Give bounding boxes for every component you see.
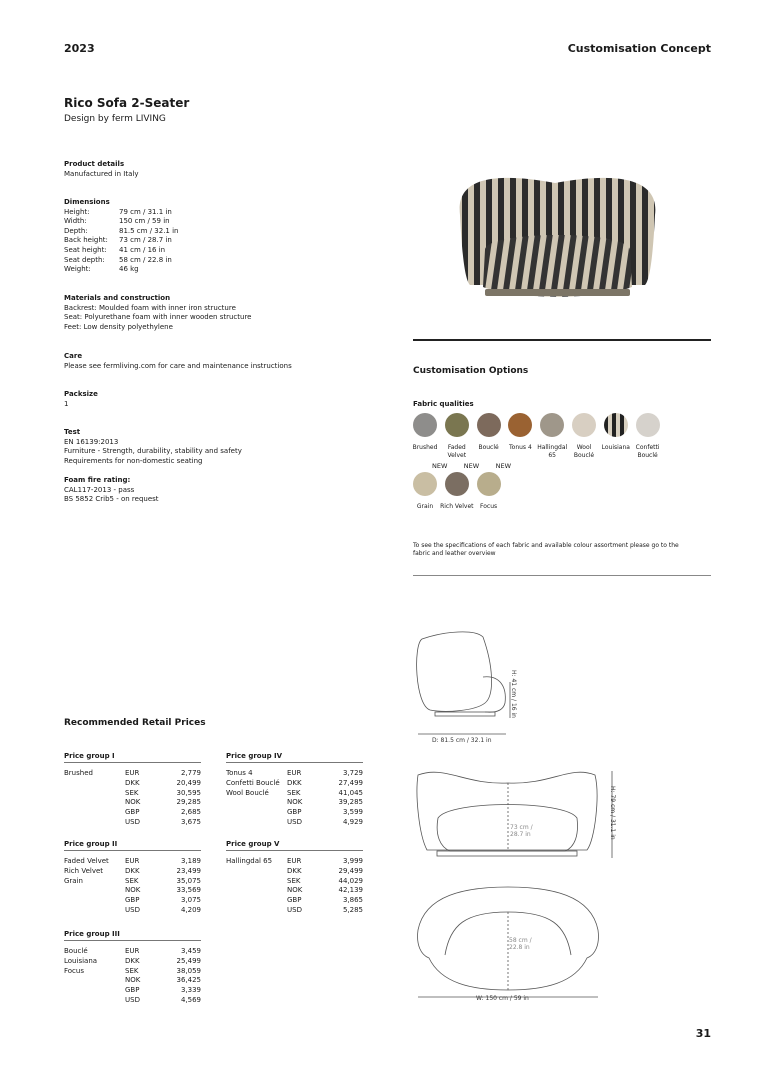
price-group	[64, 840, 201, 916]
dimension-value: 81.5 cm / 32.1 in	[119, 226, 179, 235]
fire-line: CAL117-2013 - pass	[64, 485, 135, 494]
side-view-back	[417, 632, 492, 711]
price: 4,569	[180, 995, 201, 1004]
price-row	[64, 957, 201, 967]
price-row	[226, 896, 363, 906]
test-line: Furniture - Strength, durability, stability and safety	[64, 447, 242, 456]
material-line: Seat: Polyurethane foam with inner wooden structure	[64, 313, 252, 322]
fabric-name	[64, 976, 125, 986]
price-row	[226, 818, 363, 828]
price: 3,459	[180, 947, 201, 955]
page-number: 31	[695, 1027, 711, 1040]
price-group	[226, 752, 363, 828]
currency: EUR	[125, 857, 140, 865]
price-row	[226, 798, 363, 808]
material-line: Feet: Low density polyethylene	[64, 322, 173, 331]
height-label: H: 79 cm / 31.1 in	[609, 786, 616, 840]
price: 3,865	[342, 896, 363, 905]
label: Foam fire rating:	[64, 476, 131, 484]
test-line: Requirements for non-domestic seating	[64, 456, 203, 465]
designer: Design by ferm LIVING	[64, 114, 166, 124]
new-badge: NEW	[463, 462, 480, 470]
dimension-key: Height:	[64, 207, 90, 216]
price: 3,999	[342, 857, 363, 865]
price: 20,499	[176, 778, 201, 787]
currency: USD	[125, 817, 140, 826]
fabric-name: Confetti Bouclé	[635, 444, 660, 459]
dimension-key: Seat depth:	[64, 255, 105, 264]
price-row	[64, 769, 201, 779]
fabric-name: Louisiana	[601, 444, 630, 451]
dimension-row	[64, 246, 364, 256]
fabric-name: Hallingdal 65	[226, 857, 273, 865]
price-row	[64, 886, 201, 896]
currency: NOK	[125, 886, 141, 895]
dimension-value: 73 cm / 28.7 in	[119, 236, 172, 245]
currency: DKK	[287, 866, 302, 875]
price: 3,075	[180, 896, 201, 905]
label: Dimensions	[64, 198, 110, 206]
depth-label: D: 81.5 cm / 32.1 in	[432, 737, 492, 744]
fabric-name: Grain	[64, 876, 83, 885]
fabric-name	[226, 808, 287, 818]
currency: EUR	[125, 769, 140, 777]
dimension-value: 79 cm / 31.1 in	[119, 207, 172, 216]
price: 5,285	[342, 905, 363, 914]
price: 33,569	[176, 886, 201, 895]
fire-rating	[64, 476, 364, 505]
currency: NOK	[125, 798, 141, 807]
fire-line: BS 5852 Crib5 - on request	[64, 495, 159, 504]
currency: EUR	[287, 857, 302, 865]
dimension-row	[64, 236, 364, 246]
currency: GBP	[287, 808, 302, 817]
price-row	[64, 947, 201, 957]
fabric-swatch[interactable]	[508, 413, 532, 437]
price: 42,139	[338, 886, 363, 895]
care	[64, 352, 364, 371]
price-row	[64, 976, 201, 986]
price-row	[64, 857, 201, 867]
fabric-swatch[interactable]	[477, 413, 501, 437]
currency: USD	[125, 995, 140, 1004]
divider	[413, 575, 711, 576]
currency: GBP	[125, 986, 140, 995]
fabric-swatch[interactable]	[636, 413, 660, 437]
currency: GBP	[125, 896, 140, 905]
sofa-technical-drawings	[405, 625, 635, 1010]
currency: DKK	[287, 778, 302, 787]
price-group-title: Price group III	[64, 930, 201, 941]
fabric-name	[226, 798, 287, 808]
price-group	[64, 930, 201, 1006]
dimension-row	[64, 227, 364, 237]
price: 38,059	[176, 966, 201, 975]
price: 29,285	[176, 798, 201, 807]
text: Please see fermliving.com for care and maintenance instructions	[64, 361, 292, 370]
price-row	[64, 779, 201, 789]
currency: SEK	[125, 788, 139, 797]
fabric-name: Bouclé	[64, 947, 88, 955]
price-group-title: Price group V	[226, 840, 363, 851]
fabric-name: Brushed	[64, 769, 93, 777]
price-row	[226, 867, 363, 877]
price: 29,499	[338, 866, 363, 875]
currency: DKK	[125, 866, 140, 875]
fabric-name	[226, 896, 287, 906]
price-group-title: Price group II	[64, 840, 201, 851]
currency: USD	[125, 905, 140, 914]
year: 2023	[64, 42, 95, 55]
price-row	[64, 808, 201, 818]
price: 35,075	[176, 876, 201, 885]
customisation-title: Customisation Options	[413, 366, 529, 376]
fabric-swatch[interactable]	[572, 413, 596, 437]
fabric-name: Wool Bouclé	[573, 444, 595, 459]
price-row	[64, 896, 201, 906]
dimensions	[64, 198, 364, 275]
fabric-name: Hallingdal 65	[537, 444, 568, 459]
label: Product details	[64, 160, 125, 168]
fabric-name: Confetti Bouclé	[226, 778, 280, 787]
fabric-name: Louisiana	[64, 956, 98, 965]
fabric-name	[226, 886, 287, 896]
materials	[64, 294, 364, 332]
fabric-name	[226, 818, 287, 828]
fabric-swatch[interactable]	[540, 413, 564, 437]
fabric-name	[64, 818, 125, 828]
fabric-name: Tonus 4	[226, 769, 253, 777]
price-row	[226, 808, 363, 818]
price-row	[64, 906, 201, 916]
text: Manufactured in Italy	[64, 169, 139, 178]
price-row	[226, 779, 363, 789]
width-label: W: 150 cm / 59 in	[476, 995, 529, 1002]
fabric-name	[64, 886, 125, 896]
fabric-swatch[interactable]	[445, 413, 469, 437]
currency: NOK	[125, 976, 141, 985]
fabric-name	[64, 798, 125, 808]
fabric-name: Faded Velvet	[64, 857, 109, 865]
price: 3,189	[180, 857, 201, 865]
dimension-key: Back height:	[64, 236, 108, 245]
dimension-key: Depth:	[64, 226, 88, 235]
price: 23,499	[176, 866, 201, 875]
fabric-name	[226, 877, 287, 887]
fabric-name: Wool Bouclé	[226, 788, 269, 797]
top-view	[418, 887, 599, 990]
dimension-row	[64, 265, 364, 275]
divider	[413, 339, 711, 341]
fabric-name	[64, 906, 125, 916]
fabric-name: Focus	[64, 966, 84, 975]
dimension-value: 58 cm / 22.8 in	[119, 255, 172, 264]
price: 27,499	[338, 778, 363, 787]
dimension-row	[64, 217, 364, 227]
price-row	[64, 818, 201, 828]
seat-depth-label: 58 cm / 22.8 in	[509, 937, 532, 951]
material-line: Backrest: Moulded foam with inner iron structure	[64, 303, 236, 312]
price-row	[226, 857, 363, 867]
price: 3,675	[180, 817, 201, 826]
fabric-swatch[interactable]	[413, 472, 437, 496]
price: 4,929	[342, 817, 363, 826]
fabric-qualities-title: Fabric qualities	[413, 400, 474, 408]
dimension-key: Seat height:	[64, 245, 107, 254]
price-group-title: Price group IV	[226, 752, 363, 763]
dimension-row	[64, 208, 364, 218]
front-view	[417, 772, 597, 850]
fabric-swatch[interactable]	[413, 413, 437, 437]
dimension-value: 41 cm / 16 in	[119, 245, 166, 254]
price-row	[226, 877, 363, 887]
fabric-name	[226, 867, 287, 877]
price-row	[64, 996, 201, 1006]
fabric-name	[64, 996, 125, 1006]
price: 3,339	[180, 986, 201, 995]
side-view-seat	[483, 677, 505, 712]
label: Care	[64, 352, 83, 360]
currency: SEK	[287, 876, 301, 885]
fabric-name	[64, 986, 125, 996]
currency: SEK	[125, 966, 139, 975]
dimension-key: Width:	[64, 217, 87, 226]
price: 2,685	[180, 808, 201, 817]
currency: DKK	[125, 778, 140, 787]
back-height-label: 73 cm / 28.7 in	[510, 824, 533, 838]
currency: USD	[287, 817, 302, 826]
price-row	[64, 986, 201, 996]
currency: GBP	[125, 808, 140, 817]
price: 3,599	[342, 808, 363, 817]
fabric-name	[64, 808, 125, 818]
test	[64, 428, 364, 466]
packsize	[64, 390, 364, 409]
dimension-value: 46 kg	[119, 265, 139, 274]
new-badge: NEW	[495, 462, 511, 470]
fabric-name: Tonus 4	[509, 444, 532, 451]
fabric-name: Grain	[416, 503, 434, 510]
text: 1	[64, 399, 69, 408]
fabric-name: Bouclé	[478, 444, 499, 451]
price-row	[64, 798, 201, 808]
price-row	[64, 967, 201, 977]
label: Materials and construction	[64, 294, 171, 302]
test-line: EN 16139:2013	[64, 437, 119, 446]
price-row	[226, 906, 363, 916]
dimension-row	[64, 256, 364, 266]
side-height-label: H: 41 cm / 16 in	[510, 670, 517, 718]
price-group-title: Price group I	[64, 752, 201, 763]
price-row	[226, 789, 363, 799]
currency: NOK	[287, 798, 303, 807]
price-row	[64, 877, 201, 887]
currency: NOK	[287, 886, 303, 895]
fabric-note: To see the specifications of each fabric and available colour assortment please go to the fabric and leather overview	[413, 542, 679, 557]
price: 2,779	[180, 769, 201, 777]
price-row	[64, 867, 201, 877]
dimension-key: Weight:	[64, 265, 91, 274]
label: Packsize	[64, 390, 98, 398]
currency: USD	[287, 905, 302, 914]
price: 39,285	[338, 798, 363, 807]
fabric-name	[226, 906, 287, 916]
label: Test	[64, 428, 81, 436]
fabric-name	[64, 789, 125, 799]
price: 44,029	[338, 876, 363, 885]
price: 30,595	[176, 788, 201, 797]
fabric-name: Rich Velvet	[64, 866, 104, 875]
currency: SEK	[287, 788, 301, 797]
price: 41,045	[338, 788, 363, 797]
new-badge: NEW	[432, 462, 448, 470]
fabric-name: Brushed	[412, 444, 438, 451]
product-title: Rico Sofa 2-Seater	[64, 96, 190, 110]
price: 3,729	[342, 769, 363, 777]
price: 36,425	[176, 976, 201, 985]
fabric-name	[64, 779, 125, 789]
currency: EUR	[125, 947, 140, 955]
currency: GBP	[287, 896, 302, 905]
section-title: Customisation Concept	[567, 42, 711, 55]
fabric-name: Faded Velvet	[447, 444, 467, 459]
price-row	[226, 886, 363, 896]
price-row	[226, 769, 363, 779]
fabric-swatch[interactable]	[445, 472, 469, 496]
currency: DKK	[125, 956, 140, 965]
fabric-swatch[interactable]	[477, 472, 501, 496]
price: 25,499	[176, 956, 201, 965]
price-group	[64, 752, 201, 828]
product-details	[64, 160, 364, 179]
fabric-name	[64, 896, 125, 906]
fabric-name: Rich Velvet	[440, 503, 474, 510]
fabric-swatch[interactable]	[604, 413, 628, 437]
sofa-product-image	[450, 155, 665, 305]
prices-title: Recommended Retail Prices	[64, 718, 206, 728]
dimension-value: 150 cm / 59 in	[119, 217, 170, 226]
price-group	[226, 840, 363, 916]
currency: EUR	[287, 769, 302, 777]
fabric-name: Focus	[480, 503, 498, 510]
price: 4,209	[180, 905, 201, 914]
currency: SEK	[125, 876, 139, 885]
price-row	[64, 789, 201, 799]
